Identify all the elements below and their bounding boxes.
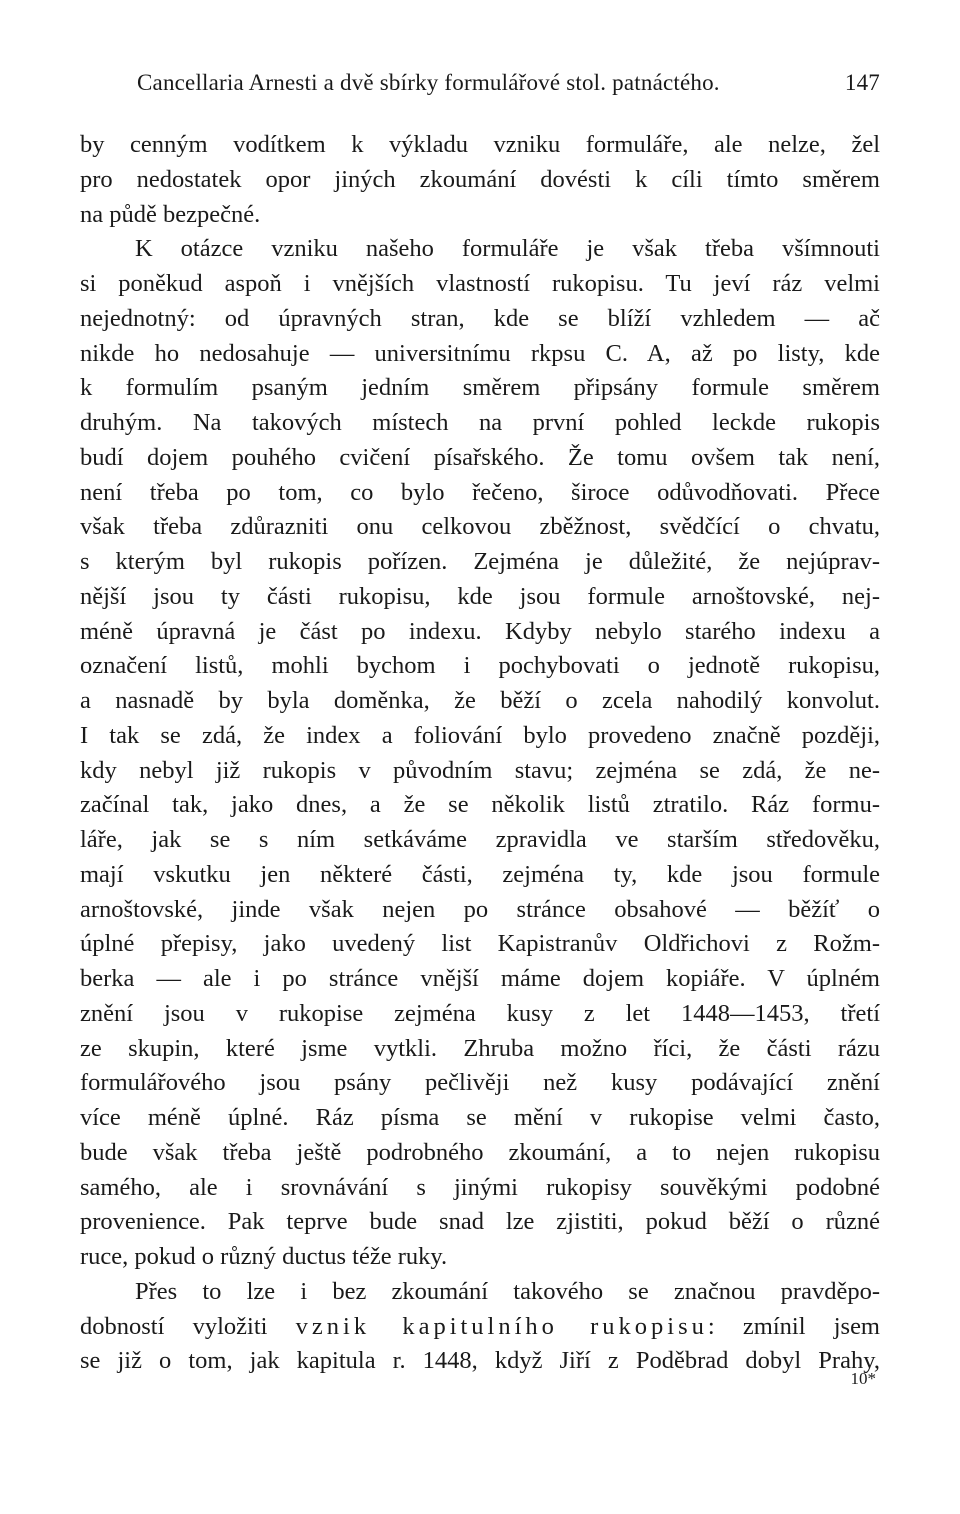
text-line: provenience. Pak teprve bude snad lze zjistiti, pokud běží o různé <box>80 1208 880 1236</box>
text-line: druhým. Na takových místech na první pohled leckde rukopis <box>80 409 880 436</box>
body-text <box>80 128 880 1379</box>
paragraph-start-line: K otázce vzniku našeho formuláře je však třeba všímnouti <box>135 235 880 263</box>
text-line: si poněkud aspoň i vnějších vlastností rukopisu. Tu jeví ráz velmi <box>80 270 880 297</box>
text-line: úplné přepisy, jako uvedený list Kapistranův Oldřichovi z Rožm- <box>80 930 880 958</box>
text-run: dobností vyložiti <box>80 1312 296 1340</box>
text-line: ze skupin, které jsme vytkli. Zhruba možno říci, že části rázu <box>80 1034 880 1062</box>
text-line: nější jsou ty části rukopisu, kde jsou formule arnoštovské, nej- <box>80 582 880 610</box>
text-line: začínal tak, jako dnes, a že se několik listů ztratilo. Ráz formu- <box>80 791 880 819</box>
text-line: k formulím psaným jedním směrem připsány formule směrem <box>80 374 880 402</box>
text-line: ruce, pokud o různý ductus téže ruky. <box>80 1243 448 1270</box>
text-line: nejednotný: od úpravných stran, kde se blíží vzhledem — ač <box>80 304 880 332</box>
text-line: formulářového jsou psány pečlivěji než kusy podávající znění <box>80 1069 880 1097</box>
text-line: samého, ale i srovnávání s jinými rukopisy souvěkými podobné <box>80 1173 880 1201</box>
text-run: : zmínil jsem <box>707 1312 880 1340</box>
text-line: však třeba zdůrazniti onu celkovou zběžnost, svědčící o chvatu, <box>80 513 880 541</box>
text-line: mají vskutku jen některé části, zejména ty, kde jsou formule <box>80 860 880 888</box>
running-head-title: Cancellaria Arnesti a dvě sbírky formulářové stol. patnáctého. <box>137 70 720 95</box>
text-line: a nasnadě by byla doměnka, že běží o zcela nahodilý konvolut. <box>80 687 880 714</box>
text-line: budí dojem pouhého cvičení písařského. Že tomu ovšem tak není, <box>80 443 880 471</box>
text-line: bude však třeba ještě podrobného zkoumání, a to nejen rukopisu <box>80 1138 880 1166</box>
emphasized-phrase: vznik kapitulního rukopisu <box>295 1312 708 1340</box>
text-line: pro nedostatek opor jiných zkoumání dovésti k cíli tímto směrem <box>80 165 880 193</box>
text-line: se již o tom, jak kapitula r. 1448, když Jiří z Poděbrad dobyl Prahy, <box>80 1347 880 1375</box>
text-line: znění jsou v rukopise zejména kusy z let 1448—1453, třetí <box>80 999 880 1027</box>
text-line: I tak se zdá, že index a foliování bylo provedeno značně později, <box>80 721 880 749</box>
text-line-with-emphasis <box>80 1310 880 1345</box>
text-line: více méně úplné. Ráz písma se mění v rukopise velmi často, <box>80 1104 880 1131</box>
text-line: arnoštovské, jinde však nejen po stránce obsahové — běžíť o <box>80 895 880 923</box>
text-line: není třeba po tom, co bylo řečeno, široce odůvodňovati. Přece <box>80 478 880 506</box>
text-line: nikde ho nedosahuje — universitnímu rkpsu C. A, až po listy, kde <box>80 339 880 367</box>
text-line: na půdě bezpečné. <box>80 200 261 228</box>
text-line: by cenným vodítkem k výkladu vzniku formuláře, ale nelze, žel <box>80 131 880 158</box>
text-line: kdy nebyl již rukopis v původním stavu; zejména se zdá, že ne- <box>80 756 880 784</box>
text-line: berka — ale i po stránce vnější máme dojem kopiáře. V úplném <box>80 965 880 992</box>
signature-mark: 10* <box>850 1369 876 1388</box>
text-line: láře, jak se s ním setkáváme zpravidla ve starším středověku, <box>80 826 880 853</box>
text-line: označení listů, mohli bychom i pochybovati o jednotě rukopisu, <box>80 652 880 680</box>
text-line: méně úpravná je část po indexu. Kdyby nebylo starého indexu a <box>80 617 880 645</box>
page-number: 147 <box>844 70 880 95</box>
text-line: s kterým byl rukopis pořízen. Zejména je důležité, že nejúprav- <box>80 548 880 575</box>
paragraph-start-line: Přes to lze i bez zkoumání takového se značnou pravděpo- <box>135 1277 880 1305</box>
